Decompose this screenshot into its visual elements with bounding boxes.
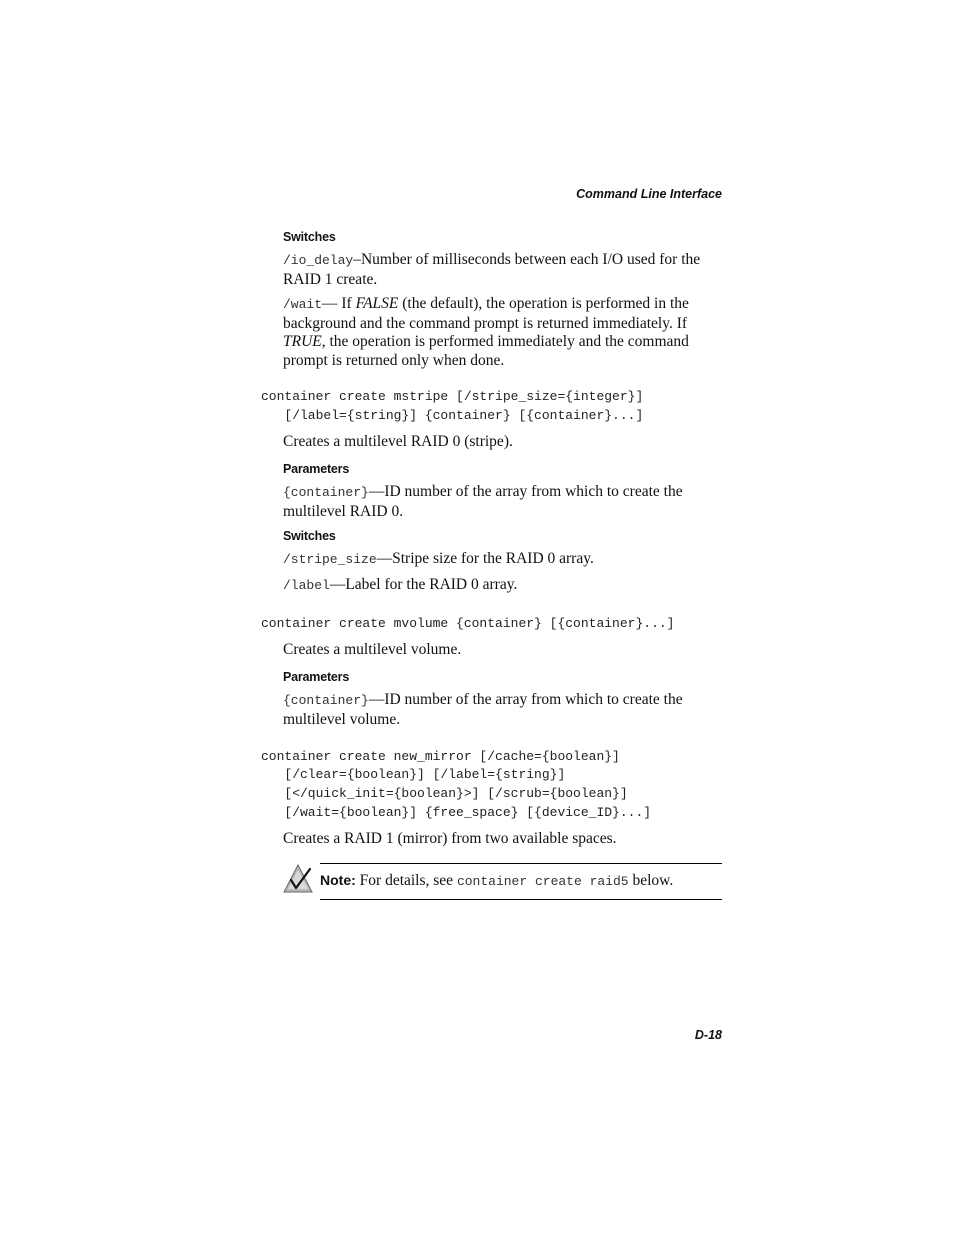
io-delay-paragraph: [283, 251, 723, 289]
stripe-size-code: /stripe_size: [283, 552, 377, 567]
running-head: Command Line Interface: [576, 187, 722, 201]
stripe-size-paragraph: [283, 550, 723, 570]
mstripe-description: Creates a multilevel RAID 0 (stripe).: [283, 433, 513, 450]
mstripe-switches-heading: Switches: [283, 529, 336, 543]
note-top-rule: [320, 863, 722, 864]
new-mirror-command-line-4: [/wait={boolean}] {free_space} [{device_ID}...]: [261, 805, 652, 820]
note-text-a: For details, see: [355, 872, 457, 889]
note-label: Note:: [320, 872, 356, 888]
wait-text-b: (the default), the operation is performed in the background and the command prompt is returned immediately. If: [283, 295, 689, 332]
wait-text-c: , the operation is performed immediately and the command prompt is returned only when done.: [283, 333, 689, 369]
mstripe-param-paragraph: [283, 483, 723, 521]
wait-text-a: — If: [322, 295, 356, 312]
mstripe-command-line-2: [/label={string}] {container} [{container}...]: [261, 408, 644, 423]
switches-heading: Switches: [283, 230, 336, 244]
new-mirror-description: Creates a RAID 1 (mirror) from two available spaces.: [283, 830, 617, 847]
mvolume-command-line: container create mvolume {container} [{container}...]: [261, 616, 675, 631]
label-paragraph: [283, 576, 723, 596]
mvolume-param-code: {container}: [283, 693, 369, 708]
io-delay-text: –Number of milliseconds between each I/O used for the RAID 1 create.: [283, 251, 701, 288]
wait-code: /wait: [283, 297, 323, 312]
mstripe-command-line-1: container create mstripe [/stripe_size={integer}]: [261, 389, 644, 404]
mstripe-param-text: —ID number of the array from which to create the multilevel RAID 0.: [283, 483, 683, 520]
false-word: FALSE: [355, 295, 399, 312]
stripe-size-text: —Stripe size for the RAID 0 array.: [376, 550, 594, 567]
mvolume-description: Creates a multilevel volume.: [283, 641, 462, 658]
true-word: TRUE: [283, 333, 322, 350]
wait-paragraph: [283, 295, 723, 370]
new-mirror-command-line-2: [/clear={boolean}] [/label={string}]: [261, 767, 566, 782]
mvolume-param-paragraph: [283, 691, 723, 729]
note-text-b: below.: [628, 872, 674, 889]
note-paragraph: [320, 871, 722, 892]
mstripe-param-code: {container}: [283, 485, 369, 500]
mstripe-parameters-heading: Parameters: [283, 462, 350, 476]
checkmark-triangle-icon: [283, 864, 313, 894]
mvolume-param-text: —ID number of the array from which to create the multilevel volume.: [283, 691, 683, 728]
mvolume-parameters-heading: Parameters: [283, 670, 350, 684]
note-code: container create raid5: [456, 874, 629, 889]
page-number: D-18: [694, 1028, 722, 1042]
label-code: /label: [283, 578, 330, 593]
new-mirror-command-line-1: container create new_mirror [/cache={boolean}]: [261, 749, 620, 764]
new-mirror-command-line-3: [</quick_init={boolean}>] [/scrub={boolean}]: [261, 786, 628, 801]
note-bottom-rule: [320, 899, 722, 900]
io-delay-code: /io_delay: [283, 253, 354, 268]
label-text: —Label for the RAID 0 array.: [329, 576, 518, 593]
